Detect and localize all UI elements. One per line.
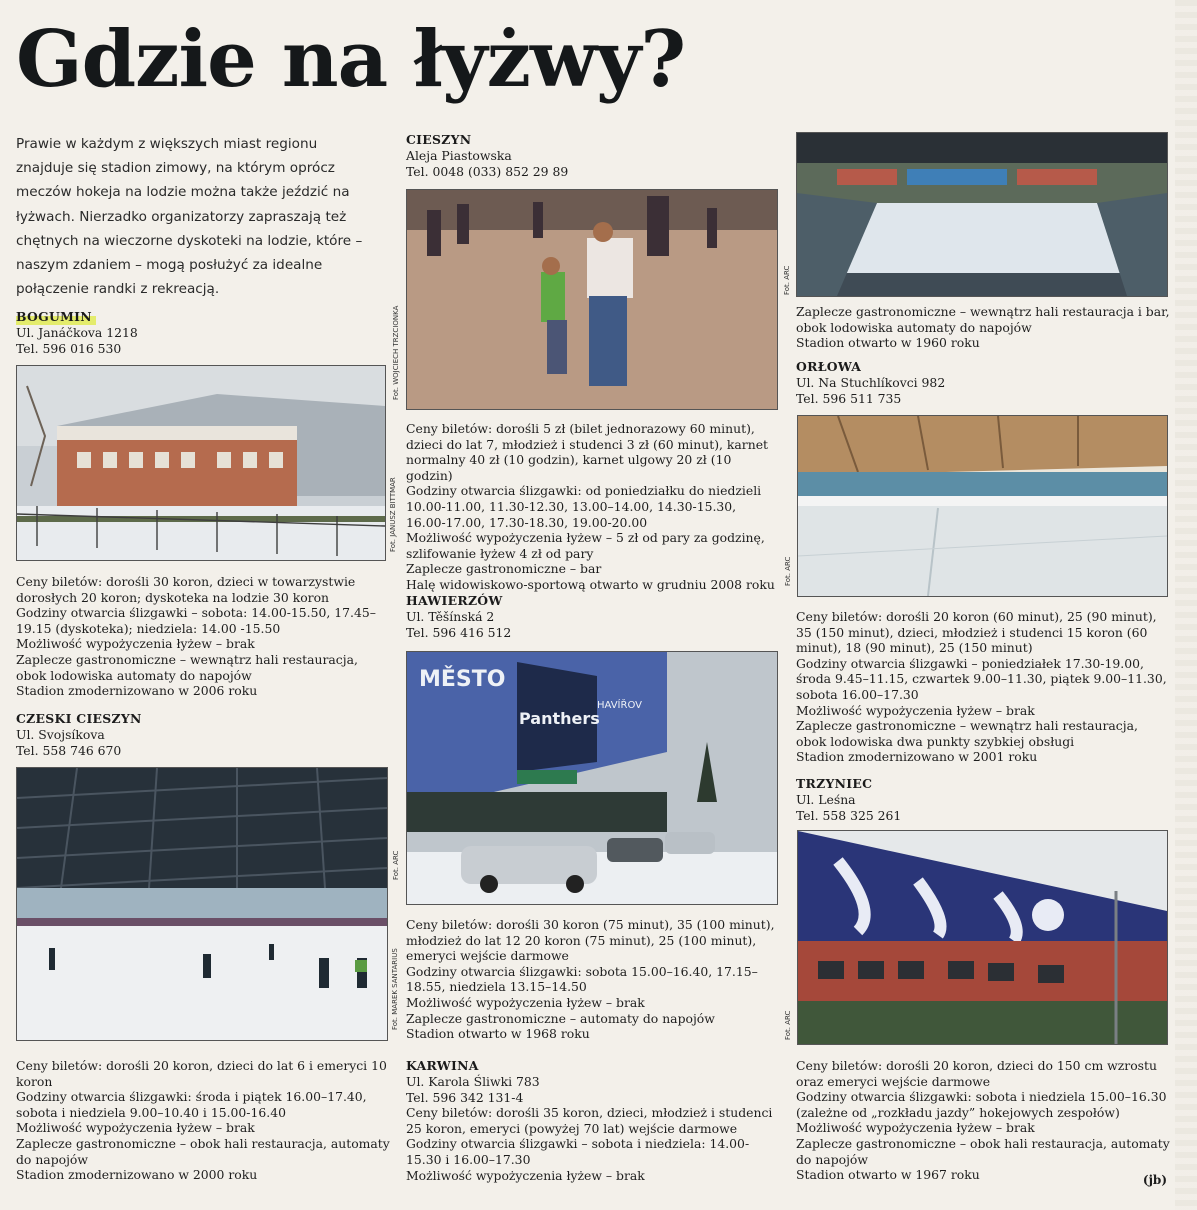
bogumin-header xyxy=(16,309,390,356)
phone: Tel. 0048 (033) 852 29 89 xyxy=(406,163,569,179)
city-name: ORŁOWA xyxy=(796,359,862,374)
history: Stadion zmodernizowano w 2001 roku xyxy=(796,749,1038,765)
hours: Godziny otwarcia ślizgawki – sobota i niedziela: 14.00-15.30 i 16.00–17.30 xyxy=(406,1136,750,1167)
catering: Zaplecze gastronomiczne – obok hali restauracja, automaty do napojów xyxy=(16,1135,390,1167)
rental: Możliwość wypożyczenia łyżew – brak xyxy=(16,1120,255,1136)
catering: Zaplecze gastronomiczne – wewnątrz hali restauracja i bar, obok lodowiska automaty do napojów xyxy=(796,304,1170,335)
sign-panthers: Panthers xyxy=(519,709,600,728)
phone: Tel. 596 342 131-4 xyxy=(406,1089,524,1105)
czeski-header xyxy=(16,711,390,758)
history: Stadion otwarto w 1967 roku xyxy=(796,1167,980,1183)
orlowa-rink-photo xyxy=(797,415,1168,597)
photo-credit: Fot. MAREK SANTARIUS xyxy=(391,948,399,1030)
history: Halę widowiskowo-sportową otwarto w grudniu 2008 roku xyxy=(406,576,775,592)
photo-credit: Fot. ARC xyxy=(392,850,400,880)
cieszyn-skaters-photo xyxy=(406,189,778,410)
phone: Tel. 558 325 261 xyxy=(796,807,902,823)
city-name: CZESKI CIESZYN xyxy=(16,711,142,726)
orlowa-header xyxy=(796,359,1170,406)
czeski-info xyxy=(16,1058,390,1183)
cieszyn-header xyxy=(406,132,779,179)
sign-havirov: HAVÍŘOV xyxy=(597,700,642,711)
hawierzow-info xyxy=(406,917,779,1042)
cieszyn-info xyxy=(406,421,779,593)
address: Ul. Janáčkova 1218 xyxy=(16,325,138,340)
adjacent-page-strip xyxy=(1175,0,1197,1210)
photo-credit: Fot. JANUSZ BITTMAR xyxy=(389,477,397,552)
photo-credit: Fot. ARC xyxy=(783,265,791,295)
bogumin-info xyxy=(16,574,390,699)
rental: Możliwość wypożyczenia łyżew – brak xyxy=(796,702,1035,718)
hours: Godziny otwarcia ślizgawki: środa i piątek 16.00–17.40, sobota i niedziela 9.00–10.40 i 15.00-16.40 xyxy=(16,1089,367,1120)
karwina-arena-info xyxy=(796,304,1170,351)
city-name: HAWIERZÓW xyxy=(406,593,503,608)
rental: Możliwość wypożyczenia łyżew – brak xyxy=(406,994,645,1010)
phone: Tel. 596 511 735 xyxy=(796,390,902,406)
rental: Możliwość wypożyczenia łyżew – brak xyxy=(406,1167,645,1183)
address: Ul. Na Stuchlíkovci 982 xyxy=(796,375,946,390)
city-name: TRZYNIEC xyxy=(796,776,873,791)
hours: Godziny otwarcia ślizgawki: sobota i niedziela 15.00–16.30 (zależne od „rozkładu jazdy” hokejowych zespołów) xyxy=(796,1089,1167,1120)
prices: Ceny biletów: dorośli 20 koron (60 minut), 25 (90 minut), 35 (150 minut), dzieci, młodzież i studenci 15 koron (60 minut), 18 (90 minut), 25 (150 minut) xyxy=(796,609,1157,656)
history: Stadion otwarto w 1968 roku xyxy=(406,1026,590,1042)
city-name: KARWINA xyxy=(406,1058,479,1073)
address: Ul. Leśna xyxy=(796,792,856,807)
photo-credit: Fot. ARC xyxy=(784,556,792,586)
rental: Możliwość wypożyczenia łyżew – brak xyxy=(16,636,255,652)
hawierzow-header xyxy=(406,593,779,640)
trzyniec-stadium-photo xyxy=(797,830,1168,1045)
prices: Ceny biletów: dorośli 30 koron (75 minut), 35 (100 minut), młodzież do lat 12 20 koron (75 minut), 25 (100 minut), emeryci wejście darmowe xyxy=(406,917,775,964)
photo-credit: Fot. ARC xyxy=(784,1010,792,1040)
karwina-section xyxy=(406,1058,779,1183)
author-signature: (jb) xyxy=(1142,1173,1167,1187)
rental: Możliwość wypożyczenia łyżew – 5 zł od pary za godzinę, szlifowanie łyżew 4 zł od pary xyxy=(406,530,765,561)
prices: Ceny biletów: dorośli 20 koron, dzieci do 150 cm wzrostu oraz emeryci wejście darmowe xyxy=(796,1058,1157,1089)
hours: Godziny otwarcia ślizgawki – poniedziałek 17.30-19.00, środa 9.45–11.15, czwartek 9.00–11.30, piątek 9.00–11.30, sobota 16.00–17.30 xyxy=(796,655,1167,702)
photo-credit: Fot. WOJCIECH TRZCIONKA xyxy=(392,305,400,400)
bogumin-stadium-photo xyxy=(16,365,386,561)
trzyniec-header xyxy=(796,776,1170,823)
history: Stadion zmodernizowano w 2006 roku xyxy=(16,683,258,699)
catering: Zaplecze gastronomiczne – automaty do napojów xyxy=(406,1010,715,1026)
address: Ul. Karola Śliwki 783 xyxy=(406,1074,540,1089)
karwina-arena-photo xyxy=(796,132,1168,297)
rental: Możliwość wypożyczenia łyżew – brak xyxy=(796,1120,1035,1136)
catering: Zaplecze gastronomiczne – wewnątrz hali restauracja, obok lodowiska dwa punkty szybkiej obsługi xyxy=(796,718,1138,749)
catering: Zaplecze gastronomiczne – wewnątrz hali restauracja, obok lodowiska automaty do napojów xyxy=(16,651,358,683)
address: Aleja Piastowska xyxy=(406,148,512,163)
hours: Godziny otwarcia ślizgawki – sobota: 14.00-15.50, 17.45–19.15 (dyskoteka); niedziela: 14.00 -15.50 xyxy=(16,605,376,636)
city-name: CIESZYN xyxy=(406,132,472,147)
address: Ul. Svojsíkova xyxy=(16,727,105,742)
lead-paragraph: Prawie w każdym z większych miast regionu znajduje się stadion zimowy, na którym oprócz meczów hokeja na lodzie można także jeździć na łyżwach. Nierzadko organizatorzy zapraszają też chętnych na wieczorne dyskoteki na lodzie, które – naszym zdaniem – mogą posłużyć za idealne połączenie randki z rekreacją. xyxy=(16,136,363,298)
prices: Ceny biletów: dorośli 30 koron, dzieci w towarzystwie dorosłych 20 koron; dyskoteka na lodzie 30 koron xyxy=(16,574,356,605)
history: Stadion otwarto w 1960 roku xyxy=(796,335,980,351)
phone: Tel. 596 016 530 xyxy=(16,340,122,356)
headline: Gdzie na łyżwy? xyxy=(16,14,686,105)
city-name: BOGUMIN xyxy=(16,309,96,325)
orlowa-info xyxy=(796,609,1170,765)
prices: Ceny biletów: dorośli 5 zł (bilet jednorazowy 60 minut), dzieci do lat 7, młodzież i studenci 3 zł (60 minut), karnet normalny 40 zł (10 godzin), karnet ulgowy 20 zł (10 godzin) xyxy=(406,421,769,483)
hours: Godziny otwarcia ślizgawki: od poniedziałku do niedzieli 10.00-11.00, 11.30-12.30, 13.00–14.00, 14.30-15.30, 16.00-17.00, 17.30-18.30, 19.00-20.00 xyxy=(406,483,762,530)
history: Stadion zmodernizowano w 2000 roku xyxy=(16,1167,258,1183)
sign-mesto: MĚSTO xyxy=(419,667,506,692)
catering: Zaplecze gastronomiczne – obok hali restauracja, automaty do napojów xyxy=(796,1135,1170,1167)
phone: Tel. 558 746 670 xyxy=(16,742,122,758)
address: Ul. Těšínská 2 xyxy=(406,609,495,624)
prices: Ceny biletów: dorośli 20 koron, dzieci do lat 6 i emeryci 10 koron xyxy=(16,1058,387,1089)
catering: Zaplecze gastronomiczne – bar xyxy=(406,561,602,577)
czeski-rink-photo xyxy=(16,767,388,1041)
prices: Ceny biletów: dorośli 35 koron, dzieci, młodzież i studenci 25 koron, emeryci (powyżej 70 lat) wejście darmowe xyxy=(406,1105,773,1136)
hours: Godziny otwarcia ślizgawki: sobota 15.00–16.40, 17.15–18.55, niedziela 13.15–14.50 xyxy=(406,963,758,995)
trzyniec-info xyxy=(796,1058,1170,1183)
hawierzow-stadium-photo xyxy=(406,651,778,905)
phone: Tel. 596 416 512 xyxy=(406,624,512,640)
